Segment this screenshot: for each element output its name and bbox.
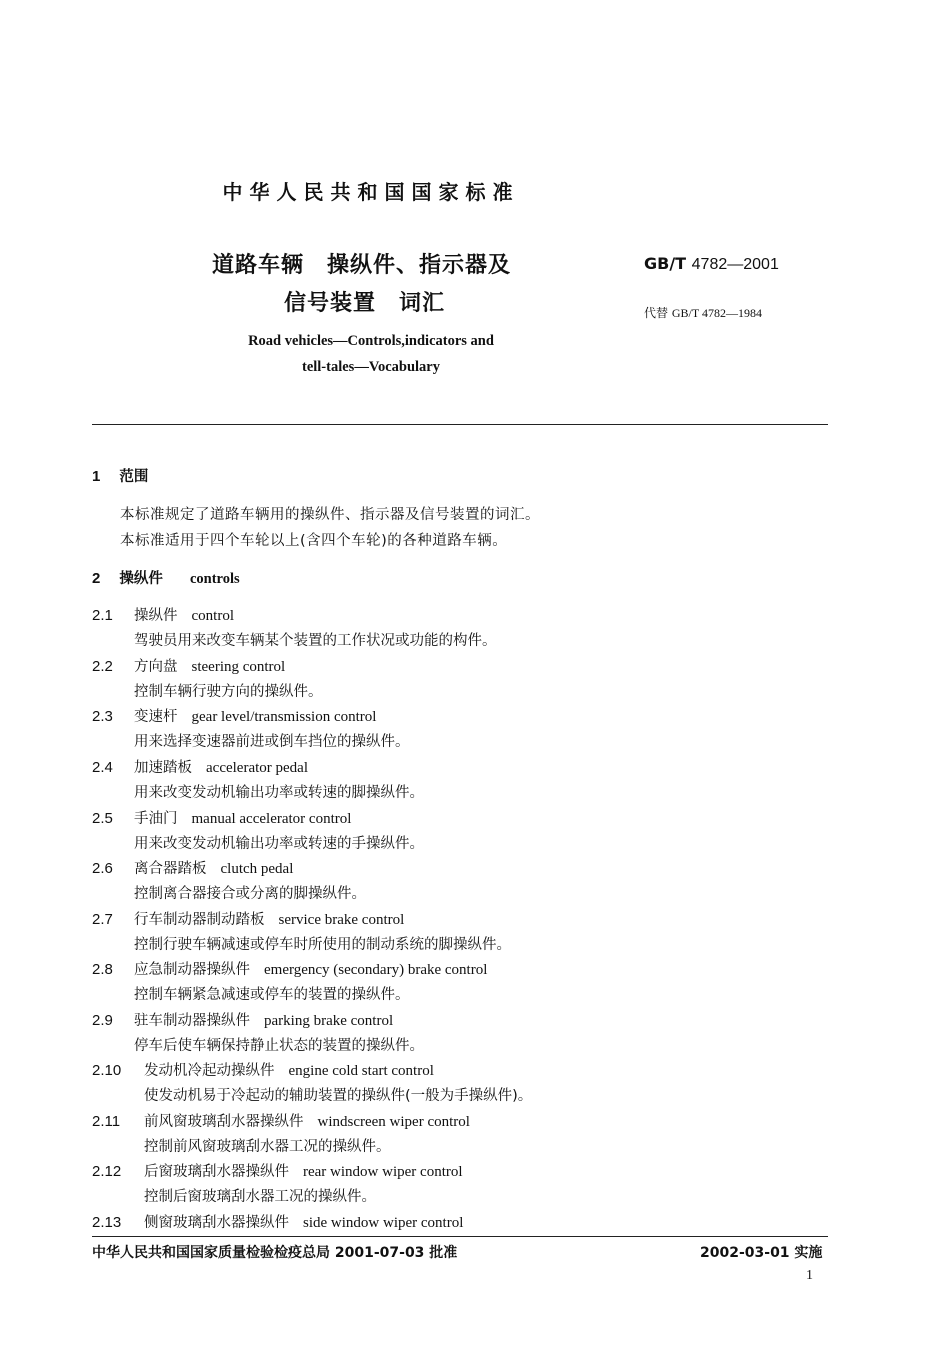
term-entry [92,807,351,828]
term-number: 2.7 [92,911,113,928]
term-cn: 应急制动器操纵件 [134,962,250,978]
term-en: accelerator pedal [206,760,309,776]
term-cn: 前风窗玻璃刮水器操纵件 [144,1114,304,1130]
title-en-line2: tell-tales—Vocabulary [301,359,440,375]
title-cn-line2: 信号装置 词汇 [284,291,446,316]
term-cn: 发动机冷起动操纵件 [144,1063,275,1079]
term-entry [92,705,376,726]
term-definition: 控制离合器接合或分离的脚操纵件。 [134,886,366,902]
term-entry [92,604,234,625]
term-en: clutch pedal [220,861,294,877]
standard-number-value: 4782—2001 [691,256,779,273]
section-2-heading [92,567,240,588]
term-en: parking brake control [264,1013,394,1029]
term-number: 2.12 [92,1163,122,1180]
term-en: side window wiper control [303,1215,464,1231]
title-cn-line1: 道路车辆 操纵件、指示器及 [212,253,512,278]
term-entry [92,1110,470,1131]
term-entry [92,1059,434,1080]
term-definition: 控制车辆紧急减速或停车的装置的操纵件。 [134,987,410,1003]
term-cn: 后窗玻璃刮水器操纵件 [144,1164,289,1180]
term-entry [92,958,487,979]
term-number: 2.4 [92,759,113,776]
term-entry [92,1009,393,1030]
term-cn: 加速踏板 [134,760,192,776]
issuer-line: 中华人民共和国国家质量检验检疫总局 2001-07-03 批准 [92,1245,458,1261]
term-en: steering control [191,659,286,675]
section-2-title-en: controls [189,571,240,587]
standard-number [644,254,779,274]
effective-date: 2002-03-01 实施 [700,1245,823,1261]
section-1-paragraph: 本标准适用于四个车轮以上(含四个车轮)的各种道路车辆。 [120,533,508,549]
term-cn: 离合器踏板 [134,861,207,877]
term-number: 2.1 [92,607,113,624]
term-definition: 用来改变发动机输出功率或转速的手操纵件。 [134,836,424,852]
term-definition: 控制行驶车辆减速或停车时所使用的制动系统的脚操纵件。 [134,937,511,953]
term-definition: 停车后使车辆保持静止状态的装置的操纵件。 [134,1038,424,1054]
term-cn: 侧窗玻璃刮水器操纵件 [144,1215,289,1231]
term-cn: 手油门 [134,811,178,827]
term-definition: 控制车辆行驶方向的操纵件。 [134,684,323,700]
term-en: manual accelerator control [191,811,352,827]
term-en: control [191,608,234,624]
term-definition: 控制后窗玻璃刮水器工况的操纵件。 [144,1189,376,1205]
term-definition: 使发动机易于冷起动的辅助装置的操纵件(一般为手操纵件)。 [144,1088,533,1104]
term-entry [92,908,404,929]
term-number: 2.2 [92,658,113,675]
term-entry [92,756,308,777]
title-en-line1: Road vehicles—Controls,indicators and [248,333,494,349]
term-en: rear window wiper control [303,1164,463,1180]
term-cn: 变速杆 [134,709,178,725]
replaces-number: GB/T 4782—1984 [671,306,762,320]
term-definition: 驾驶员用来改变车辆某个装置的工作状况或功能的构件。 [134,633,497,649]
term-definition: 用来选择变速器前进或倒车挡位的操纵件。 [134,734,410,750]
section-1-heading [92,465,148,486]
term-entry [92,1211,463,1232]
replaces-standard [644,304,762,321]
standard-prefix: GB/T [644,254,692,273]
term-en: service brake control [278,912,405,928]
header-divider [92,424,828,425]
term-number: 2.13 [92,1214,122,1231]
term-cn: 方向盘 [134,659,178,675]
term-entry [92,1160,463,1181]
section-1-title: 范围 [119,469,149,485]
term-en: windscreen wiper control [317,1114,470,1130]
term-number: 2.5 [92,810,113,827]
term-number: 2.3 [92,708,113,725]
section-2-title: 操纵件 [119,571,163,587]
term-number: 2.8 [92,961,113,978]
national-standard-heading: 中华人民共和国国家标准 [222,180,520,204]
term-cn: 操纵件 [134,608,178,624]
term-en: gear level/transmission control [191,709,377,725]
term-definition: 用来改变发动机输出功率或转速的脚操纵件。 [134,785,424,801]
term-entry [92,857,293,878]
term-definition: 控制前风窗玻璃刮水器工况的操纵件。 [144,1139,391,1155]
term-en: emergency (secondary) brake control [264,962,488,978]
term-en: engine cold start control [288,1063,434,1079]
term-cn: 驻车制动器操纵件 [134,1013,250,1029]
section-2-number: 2 [92,570,101,587]
term-number: 2.11 [92,1113,121,1130]
replaces-prefix: 代替 [644,306,672,320]
term-number: 2.6 [92,860,113,877]
term-number: 2.10 [92,1062,122,1079]
footer-divider [92,1236,828,1237]
section-1-number: 1 [92,468,101,485]
term-cn: 行车制动器制动踏板 [134,912,265,928]
term-entry [92,655,285,676]
term-number: 2.9 [92,1012,113,1029]
section-1-paragraph: 本标准规定了道路车辆用的操纵件、指示器及信号装置的词汇。 [120,507,540,523]
page-number: 1 [806,1268,813,1283]
